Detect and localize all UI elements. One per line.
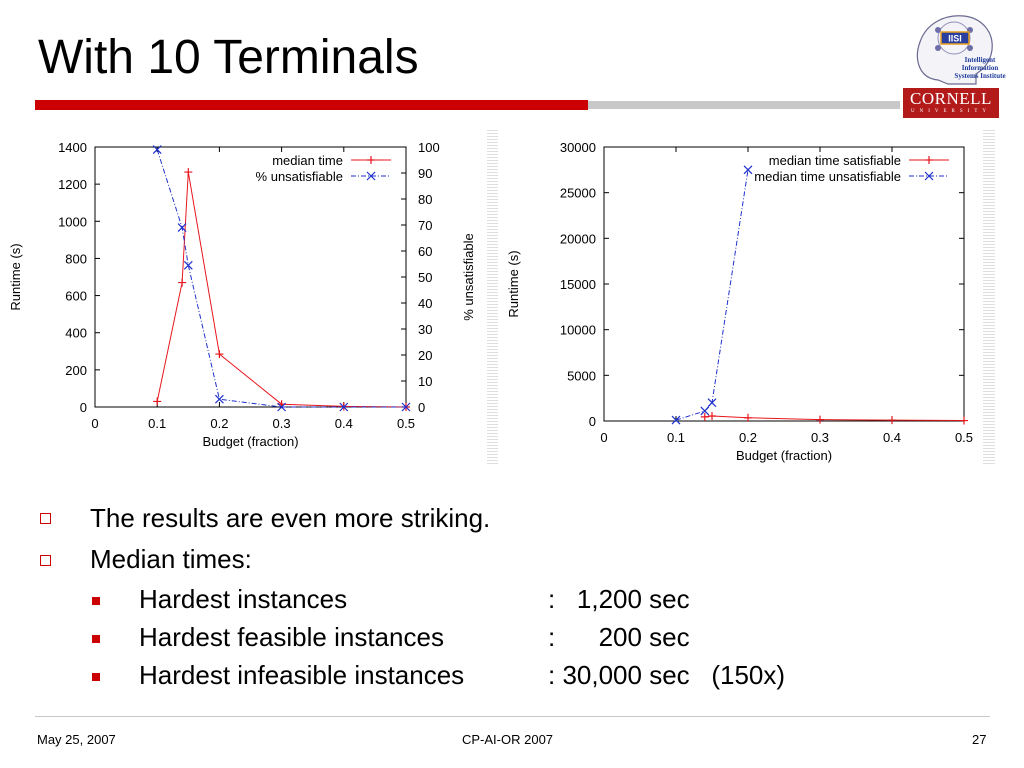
x-axis-label: Budget (fraction) [202,434,299,449]
legend-marker [367,156,375,164]
data-point [816,416,824,424]
y2-tick-label: 20 [418,348,433,363]
cornell-logo-subtext: UNIVERSITY [911,109,991,114]
y-tick-label: 25000 [559,185,596,201]
legend-label: median time [272,153,343,168]
y2-tick-label: 100 [418,140,440,155]
iisi-logo [908,8,1008,88]
bullet-item: Median times: [90,544,252,574]
footer-rule [35,716,990,717]
x-tick-label: 0.4 [882,430,902,445]
y-tick-label: 20000 [559,231,596,247]
title-rule-accent [35,100,588,110]
title-rule-gray [588,101,900,109]
x-tick-label: 0.5 [954,430,974,445]
footer-page-number: 27 [972,732,987,747]
plot-frame [604,147,964,421]
footer-date: May 25, 2007 [37,732,116,747]
plot-frame [95,147,406,407]
x-tick-label: 0.1 [666,430,686,445]
legend-marker [925,156,933,164]
y-tick-label: 1200 [58,177,87,193]
sub-bullet-label: Hardest feasible instances [139,622,444,652]
sub-bullet-label: Hardest instances [139,584,348,614]
legend-label: median time satisfiable [768,153,901,168]
series-line [157,172,406,407]
series-line [676,170,748,420]
data-point [178,279,186,287]
legend-label: % unsatisfiable [255,169,343,184]
y-tick-label: 30000 [559,140,596,155]
legend-label: median time unsatisfiable [754,169,901,184]
x-tick-label: 0.3 [810,430,830,445]
y2-tick-label: 0 [418,400,426,415]
y2-axis-label: % unsatisfiable [461,233,476,321]
y2-tick-label: 70 [418,218,433,233]
sub-bullet-value: : 30,000 sec (150x) [548,660,786,690]
y-axis-label: Runtime (s) [8,243,23,311]
data-point [960,417,968,425]
y2-tick-label: 30 [418,322,433,337]
iisi-logo-text: Intelligent Information Systems Institute [954,56,1006,80]
sub-bullet-icon [92,673,100,681]
sub-bullet-icon [92,597,100,605]
sub-bullet-label: Hardest infeasible instances [139,660,465,690]
bullet-square-icon [40,555,51,566]
y2-tick-label: 90 [418,166,433,181]
x-tick-label: 0.5 [396,416,416,431]
decorative-stripes [487,130,498,465]
chart-runtime-sat-unsat [498,130,983,475]
x-tick-label: 0.2 [210,416,229,431]
decorative-stripes [983,130,995,465]
y2-tick-label: 60 [418,244,433,259]
footer-conference: CP-AI-OR 2007 [462,732,554,747]
y2-tick-label: 40 [418,296,433,311]
data-point [153,397,161,405]
series-line [705,416,964,421]
slide-title: With 10 Terminals [38,31,419,84]
cornell-logo [903,88,999,118]
y-tick-label: 0 [588,414,596,429]
x-tick-label: 0.1 [148,416,167,431]
y-tick-label: 0 [79,400,87,415]
y-tick-label: 1000 [58,214,87,230]
y-tick-label: 800 [65,251,87,267]
x-tick-label: 0 [600,430,608,445]
cornell-logo-text: CORNELL [910,89,992,108]
data-point [708,412,716,420]
x-tick-label: 0.3 [272,416,291,431]
y-tick-label: 10000 [559,322,596,338]
y-axis-label: Runtime (s) [506,250,521,318]
y-tick-label: 5000 [567,368,596,384]
x-tick-label: 0 [91,416,99,431]
y-tick-label: 200 [65,362,87,378]
sub-bullet-value: : 1,200 sec [548,584,690,614]
x-tick-label: 0.4 [334,416,353,431]
y-tick-label: 1400 [58,140,87,155]
y2-tick-label: 80 [418,192,433,207]
sub-bullet-icon [92,635,100,643]
y-tick-label: 15000 [559,277,596,292]
x-tick-label: 0.2 [738,430,758,445]
y-tick-label: 600 [65,288,87,304]
bullet-square-icon [40,513,51,524]
y2-tick-label: 10 [418,374,433,389]
x-axis-label: Budget (fraction) [735,448,833,463]
bullet-item: The results are even more striking. [90,503,491,533]
y2-tick-label: 50 [418,270,433,285]
data-point [184,168,192,176]
sub-bullet-value: : 200 sec [548,622,690,652]
series-line [157,150,406,407]
data-point [888,416,896,424]
iisi-badge-text: IISI [948,33,962,44]
y-tick-label: 400 [65,325,87,341]
chart-runtime-unsat [0,130,487,475]
